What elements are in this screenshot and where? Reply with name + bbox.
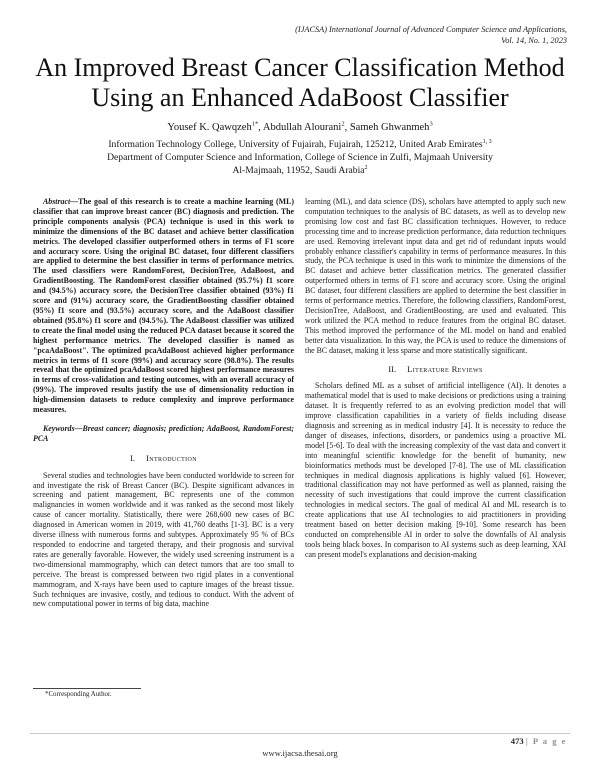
- paper-title-line-2: Using an Enhanced AdaBoost Classifier: [91, 82, 509, 112]
- paper-title-line-1: An Improved Breast Cancer Classification Method: [35, 53, 565, 82]
- section-heading-literature-reviews: [305, 365, 566, 375]
- section-number-introduction: I.: [129, 452, 135, 463]
- affiliation-line-2: Department of Computer Science and Information, College of Science in Zulfi, Majmaah University: [107, 152, 493, 163]
- section-heading-introduction: [33, 454, 294, 464]
- footer-rule: [30, 733, 570, 734]
- journal-volume-info: Vol. 14, No. 1, 2023: [501, 35, 567, 45]
- page-number: 473 | P a g e: [510, 736, 567, 746]
- affiliation-1-superscript: 1, 3: [482, 138, 492, 145]
- introduction-paragraph-right: learning (ML), and data science (DS), scholars have attempted to apply such new computation techniques to the analysis of BC datasets, as well as to develop new promising low cost and fast BC classification techniques. However, to reduce processing time and to increase prediction performance, data reduction techniques are used. Removing irrelevant input data and get rid of redundant inputs would probably enhance classifier's capability in terms of performance measures. In this study, the PCA technique is used in this work to minimize the dimensions of the BC dataset and achieve better classification metrics. The generated classifier outperformed others in terms of F1 score and accuracy score. Using the original BC dataset, four different classifiers are applied to determine the best classifier in terms of performance metrics. Therefore, the following classifiers, RandomForest, DecisionTree, AdaBoost, and GradientBoosting, are used and evaluated. This work utilized the PCA method to reduce features from the original BC dataset. This method improved the performance of the ML model on hand and enabled better data visualization. In this way, the PCA is used to reduce the dimensions of the BC dataset, making it less sparse and more statistically significant.: [305, 197, 566, 355]
- author-3-superscript: 3: [429, 120, 433, 128]
- abstract-paragraph: [33, 197, 294, 415]
- corresponding-author-note: *Corresponding Author.: [45, 691, 112, 698]
- section-title-introduction: Introduction: [146, 452, 197, 463]
- left-column-text: [33, 197, 294, 685]
- keywords-text: Breast cancer; diagnosis; prediction; AdaBoost, RandomForest; PCA: [33, 423, 294, 443]
- keywords-label: Keywords—: [43, 423, 83, 433]
- footer-url: www.ijacsa.thesai.org: [262, 748, 338, 758]
- journal-running-header: [150, 25, 567, 46]
- keywords-paragraph: [33, 424, 294, 444]
- authors-line: [30, 122, 570, 133]
- affiliation-3-superscript: 2: [364, 164, 368, 171]
- affiliation-line-3: Al-Majmaah, 11952, Saudi Arabia$^2$: [232, 164, 368, 176]
- affiliation-line-1: Information Technology College, University of Fujairah, Fujairah, 125212, United Arab Emirates$^{1, 3}$: [108, 138, 492, 150]
- author-1: Yousef K. Qawqzeh$^{1*}$,: [167, 120, 263, 133]
- author-3: Sameh Ghwanmeh$^3$: [349, 120, 433, 133]
- footnote-separator-rule: [33, 688, 141, 689]
- author-2: Abdullah Alourani$^2$,: [262, 120, 350, 133]
- body-columns: [33, 197, 567, 715]
- literature-reviews-paragraph: Scholars defined ML as a subset of artificial intelligence (AI). It denotes a mathematical model that is used to make decisions or predictions using a training dataset. It is frequently referred to as an evolving prediction model that will improve classification capabilities in a variety of fields including disease diagnosis and screening as in medical industry [4]. It is necessity to reduce the danger of diseases, infections, disorders, or pandemics using a proactive ML model [5-6]. To deal with the increasing complexity of the vast data and convert it into meaningful scientific knowledge for the benefit of humanity, new bioinformatics methods must be developed [7-8]. The use of ML classification techniques in medical diagnosis applications is highly valued [6]. However, traditional classification may not have performed as well as planned, raising the necessity of such investigations that could improve the current classification technologies in medical sectors. The goal of medical AI and ML research is to create applications that use AI technologies to aid practitioners in providing treatment based on better decision making [9-10]. Some research has been conducted on comprehensible AI in order to solve the downfalls of AI analysis tools being black boxes. In comparison to AI systems such as deep learning, XAI can present model's explanations and decision-making: [305, 381, 566, 559]
- section-title-literature: Literature Reviews: [407, 363, 483, 374]
- section-number-literature: II.: [388, 363, 397, 374]
- affiliations-block: [30, 138, 570, 177]
- introduction-paragraph-left: Several studies and technologies have been conducted worldwide to screen for and investigate the risk of Breast Cancer (BC). Despite significant advances in screening and patient management, BC represents one of the common malignancies in women worldwide and it was ranked as the second most likely cause of cancer mortality. Statistically, there were 268,600 new cases of BC diagnosed in American women in 2019, with 41,760 deaths [1-3]. BC is a very diverse illness with numerous forms and subtypes. Approximately 95 % of BCs responded to endocrine and targeted therapy, and their prognosis and survival rates are generally favorable. However, the widely used screening instrument is a two-dimensional mammography, which can detect tumors that are too small to perceive. The breast is compressed between two rigid plates in a conventional mammogram, and X-rays have been used to capture images of the breast tissue. Such techniques are invasive, costly, and tedious to conduct. With the advent of new computational power in terms of big data, machine: [33, 470, 294, 609]
- right-column: [305, 197, 566, 715]
- paper-title: [30, 53, 570, 112]
- author-1-superscript: 1*: [251, 120, 259, 128]
- author-2-superscript: 2: [341, 120, 345, 128]
- abstract-label: Abstract—: [43, 197, 79, 206]
- journal-name: (IJACSA) International Journal of Advanced Computer Science and Applications,: [295, 25, 567, 34]
- left-column: [33, 197, 294, 715]
- abstract-text: The goal of this research is to create a machine learning (ML) classifier that can improve breast cancer (BC) diagnosis and prediction. The principle components analysis (PCA) technique is used in this work to minimize the dimensions of the BC dataset and achieve better classification metrics. The developed classifier outperformed others in terms of F1 score and accuracy score. Using the original BC dataset, four different classifiers are applied to determine the best classifier in terms of performance metrics. The used classifiers were RandomForest, DecisionTree, AdaBoost, and GradientBoosting. The RandomForest classifier obtained (95.7%) f1 score and (94.5%) accuracy score, the DecisionTree classifier obtained (93%) f1 score and (91%) accuracy score, the GradientBoosting classifier obtained (95%) f1 score and (93.5%) accuracy score, and the AdaBoost classifier obtained (95.8%) f1 score and (94.5%). The AdaBoost classifier was utilized to create the final model using the reduced PCA dataset because it scored the highest performance metrics. The developed classifier is named as "pcaAdaBoost". The optimized pcaAdaBoost achieved higher performance metrics in terms of f1 score (99%) and accuracy score (98.8%). The results reveal that the optimized pcaAdaBoost scored highest performance measures in terms of cross-validation and testing outcomes, with an overall accuracy of (99%). The improved results justify the use of dimensionality reduction in high-dimension datasets to reduce complexity and improve performance measures.: [33, 197, 294, 415]
